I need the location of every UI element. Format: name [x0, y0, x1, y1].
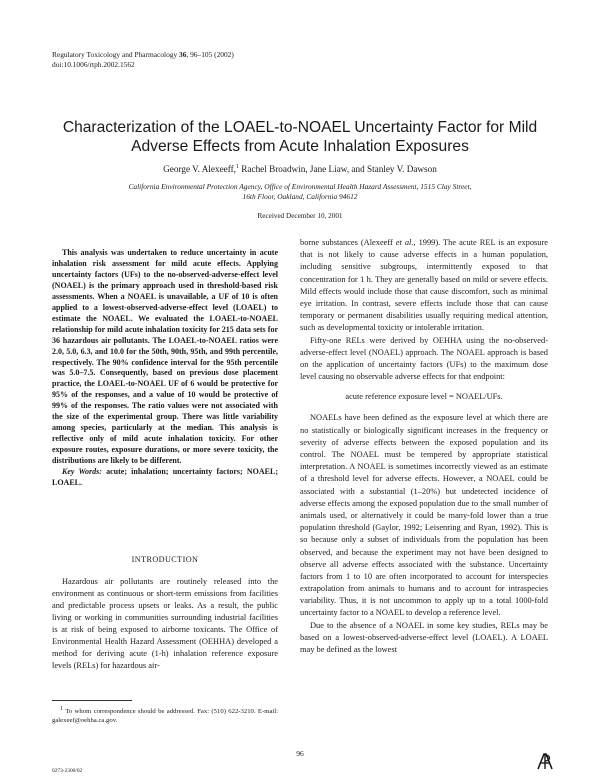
noael-definition-paragraph: NOAELs have been defined as the exposure level at which there are no statistically or biologically significant increases in the frequency or severity of adverse effects between the exposed population and its control. The NOAEL must be tempered by appropriate statistical interpretation. A NOAEL is sometimes incorrectly viewed as an estimate of a threshold level for adverse effects. However, a NOAEL could be associated with a substantial (1–20%) but undetected incidence of adverse effects among the exposed population due to the small number of animals used, or alternatively it could be many-fold lower than a true population threshold (Gaylor, 1992; Leisenring and Ryan, 1992). This is so because only a subset of individuals from the population has been observed, and because the experiment may not have been designed to observe all adverse effects associated with the substance. Uncertainty factors from 1 to 10 are often incorporated to account for interspecies extrapolation from animals to humans and to account for intraspecies variability. Thus, it is not uncommon to apply up to a total 1000-fold uncertainty factor to a NOAEL to develop a reference level.	[300, 413, 548, 618]
journal-citation: Regulatory Toxicology and Pharmacology 36, 96–105 (2002)	[52, 50, 234, 59]
paper-title	[40, 118, 560, 156]
received-date: Received December 10, 2001	[257, 212, 343, 220]
loael-paragraph: Due to the absence of a NOAEL in some key studies, RELs may be based on a lowest-observed-adverse-effect level (LOAEL). A LOAEL may be defined as the lowest	[300, 620, 548, 654]
author-list: George V. Alexeeff,$^1$ Rachel Broadwin, Jane Liaw, and Stanley V. Dawson	[163, 163, 437, 174]
affiliation: California Environmental Protection Agency, Office of Environmental Health Hazard Assessment, 1515 Clay Street, 16th Floor, Oakland, California 94612	[128, 182, 472, 201]
journal-doi: doi:10.1006/rtph.2002.1562	[52, 59, 135, 69]
page-number: 96	[296, 749, 304, 758]
footnote-divider	[52, 700, 132, 701]
title-line-1: Characterization of the LOAEL-to-NOAEL Uncertainty Factor for Mild	[62, 119, 538, 136]
continuation-paragraph: borne substances (Alexeeff et al., 1999). The acute REL is an exposure that is not likely to cause adverse effects in a human population, including sensitive subgroups, intermittently exposed to that concentration for 1 h. They are generally based on mild or severe effects. Mild effects would include those that cause discomfort, such as minimal eye irritation. In contrast, severe effects include those that can cause temporary or permanent disabilities usually requiring medical attention, such as developmental toxicity or intolerable irritation.	[300, 238, 548, 333]
author-footnote-mark: 1	[235, 163, 239, 170]
journal-header	[52, 50, 234, 69]
section-heading-introduction: INTRODUCTION	[131, 555, 199, 564]
abstract	[52, 248, 278, 489]
noael-approach-paragraph: Fifty-one RELs were derived by OEHHA using the no-observed-adverse-effect level (NOAEL) approach. The NOAEL approach is based on the application of uncertainty factors (UFs) to the maximum dose level causing no observable adverse effects for that endpoint:	[300, 335, 548, 382]
right-column-body	[300, 237, 548, 656]
equation: acute reference exposure level = NOAEL/UFs.	[345, 392, 503, 402]
introduction-paragraph: Hazardous air pollutants are routinely released into the environment as continuous or short-term emissions from facilities and predictable process upsets or leaks. As a result, the public living or working in communities surrounding industrial facilities is at risk of being exposed to airborne toxicants. The Office of Environmental Health Hazard Assessment (OEHHA) developed a method for deriving acute (1-h) inhalation reference exposure levels (RELs) for hazardous air-	[52, 577, 278, 670]
introduction-body	[52, 576, 278, 672]
footnote: $^1$ To whom correspondence should be addressed. Fax: (510) 622-3210. E-mail: galexeef@oehha.ca.gov.	[52, 705, 278, 724]
abstract-text: This analysis was undertaken to reduce uncertainty in acute inhalation risk assessment for mild acute effects. Applying uncertainty factors (UFs) to the no-observed-adverse-effect level (NOAEL) is the primary approach used in threshold-based risk assessments. When a NOAEL is unavailable, a UF of 10 is often applied to a lowest-observed-adverse-effect level (LOAEL) to estimate the NOAEL. We evaluated the LOAEL-to-NOAEL relationship for mild acute inhalation toxicity for 215 data sets for 36 hazardous air pollutants. The LOAEL-to-NOAEL ratios were 2.0, 5.0, 6.3, and 10.0 for the 50th, 90th, 95th, and 99th percentile, respectively. The 90% confidence interval for the 95th percentile was 5.0–7.5. Consequently, based on previous dose placement practice, the LOAEL-to-NOAEL UF of 6 would be protective for 95% of the responses, and a value of 10 would be protective of 99% of the responses. The ratio values were not associated with the size of the experimental group. There was little variability among species, particularly at the median. This analysis is reflective only of mild acute inhalation toxicity. For other exposure routes, exposure durations, or more severe toxicity, the distributions are likely to be different.	[52, 248, 278, 466]
title-line-2: Adverse Effects from Acute Inhalation Exposures	[131, 138, 469, 155]
copyright-code: 0273-2300/02	[52, 768, 83, 774]
journal-volume: 36	[179, 50, 187, 59]
publisher-logo-icon	[536, 752, 554, 771]
keywords: Key Words: acute; inhalation; uncertainty factors; NOAEL; LOAEL.	[52, 467, 279, 488]
